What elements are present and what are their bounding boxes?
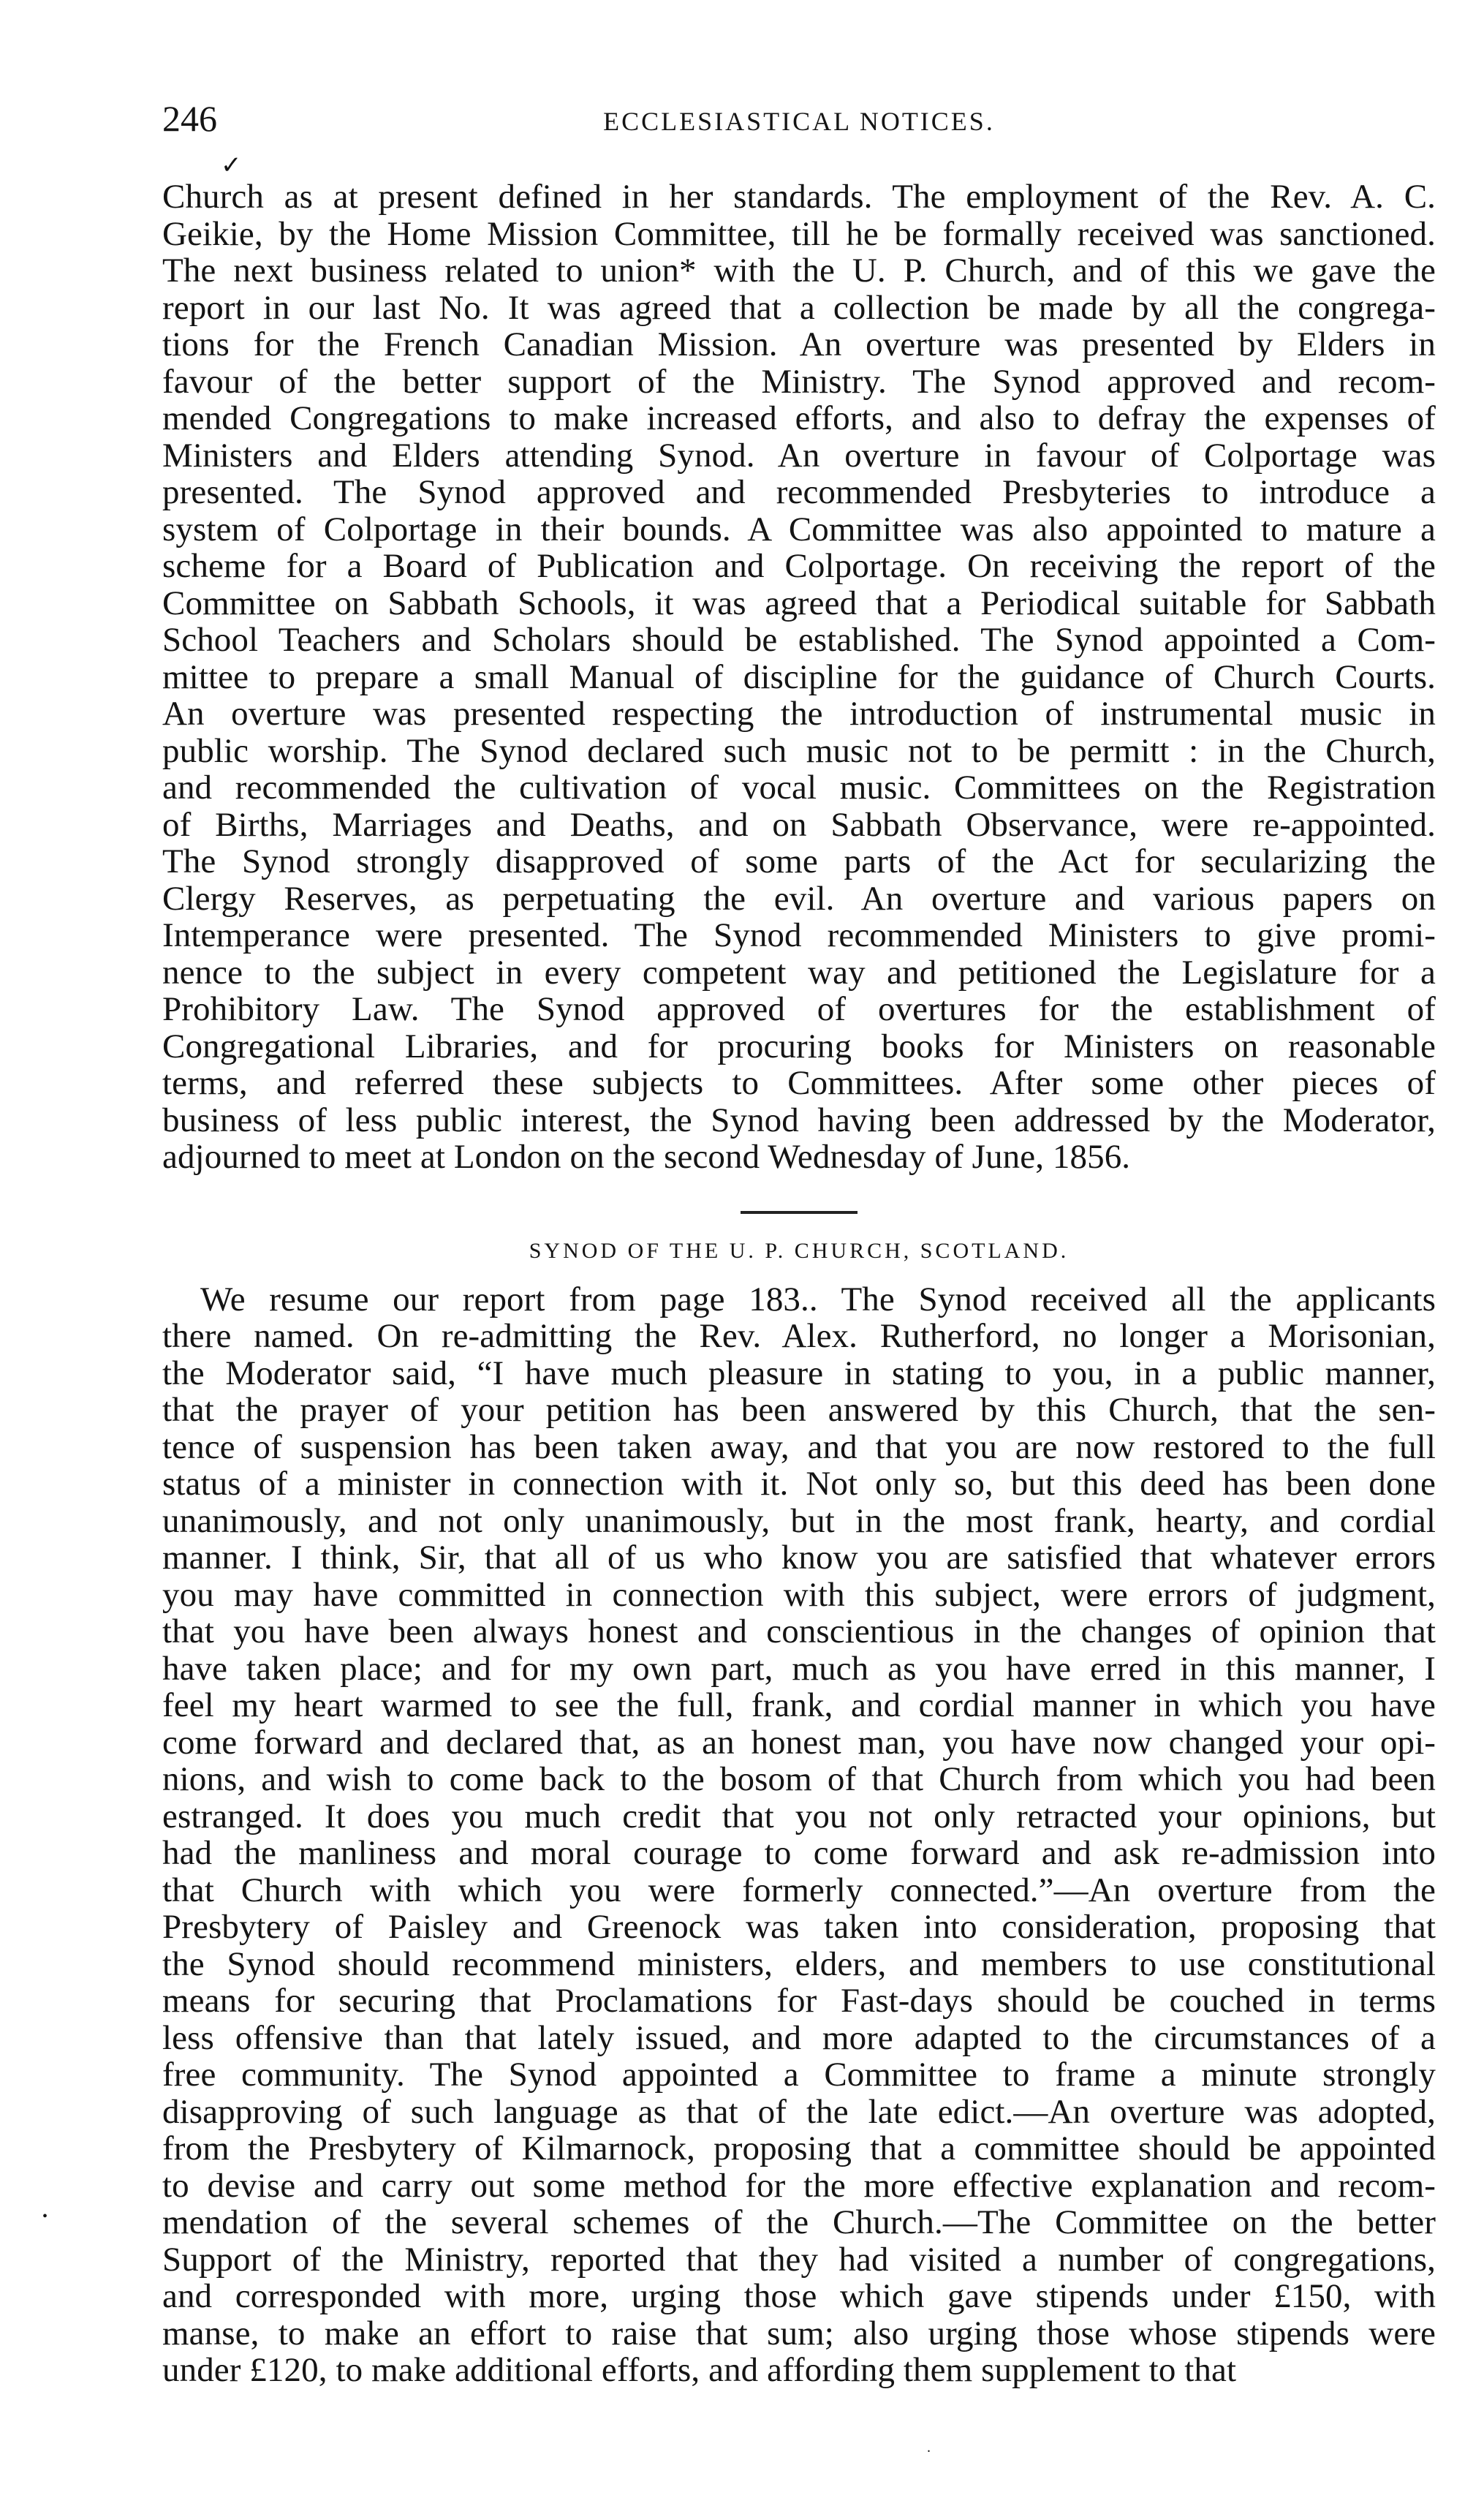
text-line: business of less public interest, the Synod having been addressed by the Moderator, [162,1101,1436,1139]
text-line: scheme for a Board of Publication and Colportage. On receiving the report of the [162,547,1436,585]
text-line: and recommended the cultivation of vocal music. Committees on the Registration [162,769,1436,807]
text-line: free community. The Synod appointed a Committee to frame a minute strongly [162,2056,1436,2094]
text-line: system of Colportage in their bounds. A Committee was also appointed to mature a [162,510,1436,548]
text-line: Support of the Ministry, reported that they had visited a number of congregations, [162,2240,1436,2279]
paragraph-synod-canada-continued [162,178,1436,1176]
text-line: Clergy Reserves, as perpetuating the evil. An overture and various papers on [162,879,1436,918]
text-line: that Church with which you were formerly connected.”—An overture from the [162,1871,1436,1909]
text-line: Ministers and Elders attending Synod. An overture in favour of Colportage was [162,436,1436,475]
text-line: mended Congregations to make increased efforts, and also to defray the expenses of [162,399,1436,437]
text-line: Presbytery of Paisley and Greenock was taken into consideration, proposing that [162,1908,1436,1946]
text-line: manse, to make an effort to raise that sum; also urging those whose stipends were [162,2314,1436,2352]
tick-mark-icon: ✓ [221,152,242,179]
text-line: An overture was presented respecting the introduction of instrumental music in [162,695,1436,733]
text-line: and corresponded with more, urging those which gave stipends under £150, with [162,2277,1436,2315]
text-line: report in our last No. It was agreed that a collection be made by all the congrega- [162,288,1436,327]
text-line: mendation of the several schemes of the Church.—The Committee on the better [162,2203,1436,2241]
page-header [162,95,1436,179]
text-line: status of a minister in connection with it. Not only so, but this deed has been done [162,1465,1436,1503]
text-line: had the manliness and moral courage to come forward and ask re-admission into [162,1834,1436,1872]
text-line: Committee on Sabbath Schools, it was agreed that a Periodical suitable for Sabbath [162,584,1436,622]
running-head: ECCLESIASTICAL NOTICES. [603,107,995,136]
bottom-speck: . [927,2439,931,2456]
text-line: Intemperance were presented. The Synod recommended Ministers to give promi- [162,916,1436,954]
text-line: terms, and referred these subjects to Committees. After some other pieces of [162,1064,1436,1102]
document-page [162,95,1436,2389]
text-line: The Synod strongly disapproved of some parts of the Act for secularizing the [162,842,1436,880]
paragraph-synod-up-church-scotland [162,1281,1436,2389]
text-line: less offensive than that lately issued, and more adapted to the circumstances of a [162,2018,1436,2057]
text-line: means for securing that Proclamations for Fast-days should be couched in terms [162,1982,1436,2020]
text-line: manner. I think, Sir, that all of us who know you are satisfied that whatever errors [162,1539,1436,1577]
text-line: The next business related to union* with the U. P. Church, and of this we gave the [162,252,1436,290]
text-line: tence of suspension has been taken away, and that you are now restored to the full [162,1427,1436,1466]
text-line: Congregational Libraries, and for procuring books for Ministers on reasonable [162,1027,1436,1065]
text-line: public worship. The Synod declared such music not to be permitt : in the Church, [162,731,1436,770]
text-line: nions, and wish to come back to the bosom of that Church from which you had been [162,1760,1436,1798]
text-line: Prohibitory Law. The Synod approved of overtures for the establishment of [162,990,1436,1028]
text-line: unanimously, and not only unanimously, but in the most frank, hearty, and cordial [162,1501,1436,1540]
text-line: presented. The Synod approved and recommended Presbyteries to introduce a [162,473,1436,511]
text-line: under £120, to make additional efforts, and affording them supplement to that [162,2351,1237,2389]
text-line: estranged. It does you much credit that you not only retracted your opinions, but [162,1797,1436,1835]
text-line: you may have committed in connection with this subject, were errors of judgment, [162,1575,1436,1614]
text-line: disapproving of such language as that of the late edict.—An overture was adopted, [162,2092,1436,2131]
margin-speck: • [42,2208,48,2224]
text-line: adjourned to meet at London on the second Wednesday of June, 1856. [162,1138,1131,1176]
text-line: of Births, Marriages and Deaths, and on Sabbath Observance, were re-appointed. [162,805,1436,844]
section-divider [741,1211,858,1214]
text-line: that the prayer of your petition has been answered by this Church, that the sen- [162,1391,1436,1429]
text-line: have taken place; and for my own part, much as you have erred in this manner, I [162,1649,1436,1688]
text-line: come forward and declared that, as an honest man, you have now changed your opi- [162,1723,1436,1762]
text-line: Church as at present defined in her standards. The employment of the Rev. A. C. [162,178,1436,216]
text-line: tions for the French Canadian Mission. An overture was presented by Elders in [162,325,1436,363]
text-line: feel my heart warmed to see the full, frank, and cordial manner in which you have [162,1686,1436,1724]
text-line: there named. On re-admitting the Rev. Alex. Rutherford, no longer a Morisonian, [162,1317,1436,1355]
text-line: from the Presbytery of Kilmarnock, proposing that a committee should be appointed [162,2129,1436,2167]
text-line: We resume our report from page 183.. The Synod received all the applicants [200,1280,1436,1318]
text-line: that you have been always honest and conscientious in the changes of opinion that [162,1612,1436,1650]
text-line: the Synod should recommend ministers, elders, and members to use constitutional [162,1944,1436,1983]
text-line: favour of the better support of the Ministry. The Synod approved and recom- [162,362,1436,401]
text-line: nence to the subject in every competent way and petitioned the Legislature for a [162,953,1436,992]
text-line: mittee to prepare a small Manual of discipline for the guidance of Church Courts. [162,657,1436,696]
text-line: School Teachers and Scholars should be established. The Synod appointed a Com- [162,621,1436,659]
text-line: Geikie, by the Home Mission Committee, till he be formally received was sanctioned. [162,214,1436,253]
text-line: to devise and carry out some method for the more effective explanation and recom- [162,2166,1436,2205]
text-line: the Moderator said, “I have much pleasure in stating to you, in a public manner, [162,1354,1436,1392]
section-heading: SYNOD OF THE U. P. CHURCH, SCOTLAND. [529,1238,1070,1263]
page-number: 246 [162,98,217,139]
